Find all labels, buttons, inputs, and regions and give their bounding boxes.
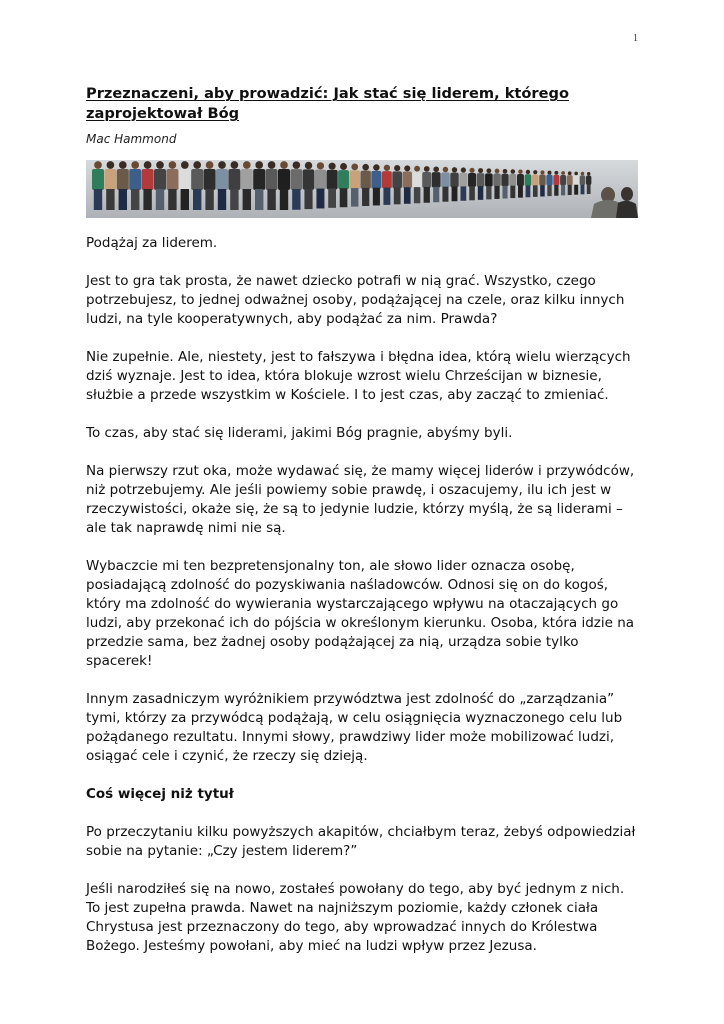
article-title: Przeznaczeni, aby prowadzić: Jak stać się liderem, którego zaprojektował Bóg [86,85,569,122]
section-heading: Coś więcej niż tytuł [86,786,234,802]
paragraph: Podążaj za liderem. [86,235,218,251]
paragraph: Po przeczytaniu kilku powyższych akapitów, chciałbym teraz, żebyś odpowiedział sobie na pytanie: „Czy jestem liderem?” [86,824,636,859]
paragraph: Jest to gra tak prosta, że nawet dziecko potrafi w nią grać. Wszystko, czego potrzebujesz, to jednej odważnej osoby, podążającej na czele, oraz kilku innych ludzi, na tyle kooperatywnych, aby podążać za nim. Prawda? [86,273,625,327]
queue-of-people-photo [86,160,638,218]
paragraph: Nie zupełnie. Ale, niestety, jest to fałszywa i błędna idea, którą wielu wierzących dziś wyznaje. Jest to idea, która blokuje wzrost wielu Chrześcijan w biznesie, służbie a przede wszystkim w Kościele. I to jest czas, aby zacząć to zmieniać. [86,349,631,403]
paragraph: Jeśli narodziłeś się na nowo, zostałeś powołany do tego, aby być jednym z nich. To jest zupełna prawda. Nawet na najniższym poziomie, każdy członek ciała Chrystusa jest przeznaczony do tego, aby wprowadzać innych do Królestwa Bożego. Jesteśmy powołani, aby mieć na ludzi wpływ przez Jezusa. [86,881,625,954]
author-name: Mac Hammond [86,132,177,146]
paragraph: Wybaczcie mi ten bezpretensjonalny ton, ale słowo lider oznacza osobę, posiadającą zdolność do pozyskiwania naśladowców. Odnosi się on do kogoś, który ma zdolność do wywierania wystarczającego wpływu na otaczających go ludzi, aby przekonać ich do pójścia w określonym kierunku. Osoba, która idzie na przedzie sama, bez żadnej osoby podążającej za nią, urządza sobie tylko spacerek! [86,558,635,669]
paragraph: Na pierwszy rzut oka, może wydawać się, że mamy więcej liderów i przywódców, niż potrzebujemy. Ale jeśli powiemy sobie prawdę, i oszacujemy, ilu ich jest w rzeczywistości, okaże się, że są to jedynie ludzie, którzy myślą, że są liderami – ale tak naprawdę nimi nie są. [86,463,635,536]
paragraph: Innym zasadniczym wyróżnikiem przywództwa jest zdolność do „zarządzania” tymi, którzy za przywódcą podążają, w celu osiągnięcia wyznaczonego celu lub pożądanego rezultatu. Innymi słowy, prawdziwy lider może mobilizować ludzi, osiągać cele i czynić, że rzeczy się dzieją. [86,691,623,764]
document-body [86,84,642,956]
page-number: 1 [633,33,638,44]
queue-of-people-illustration [86,160,638,218]
paragraph: To czas, aby stać się liderami, jakimi Bóg pragnie, abyśmy byli. [86,425,513,441]
